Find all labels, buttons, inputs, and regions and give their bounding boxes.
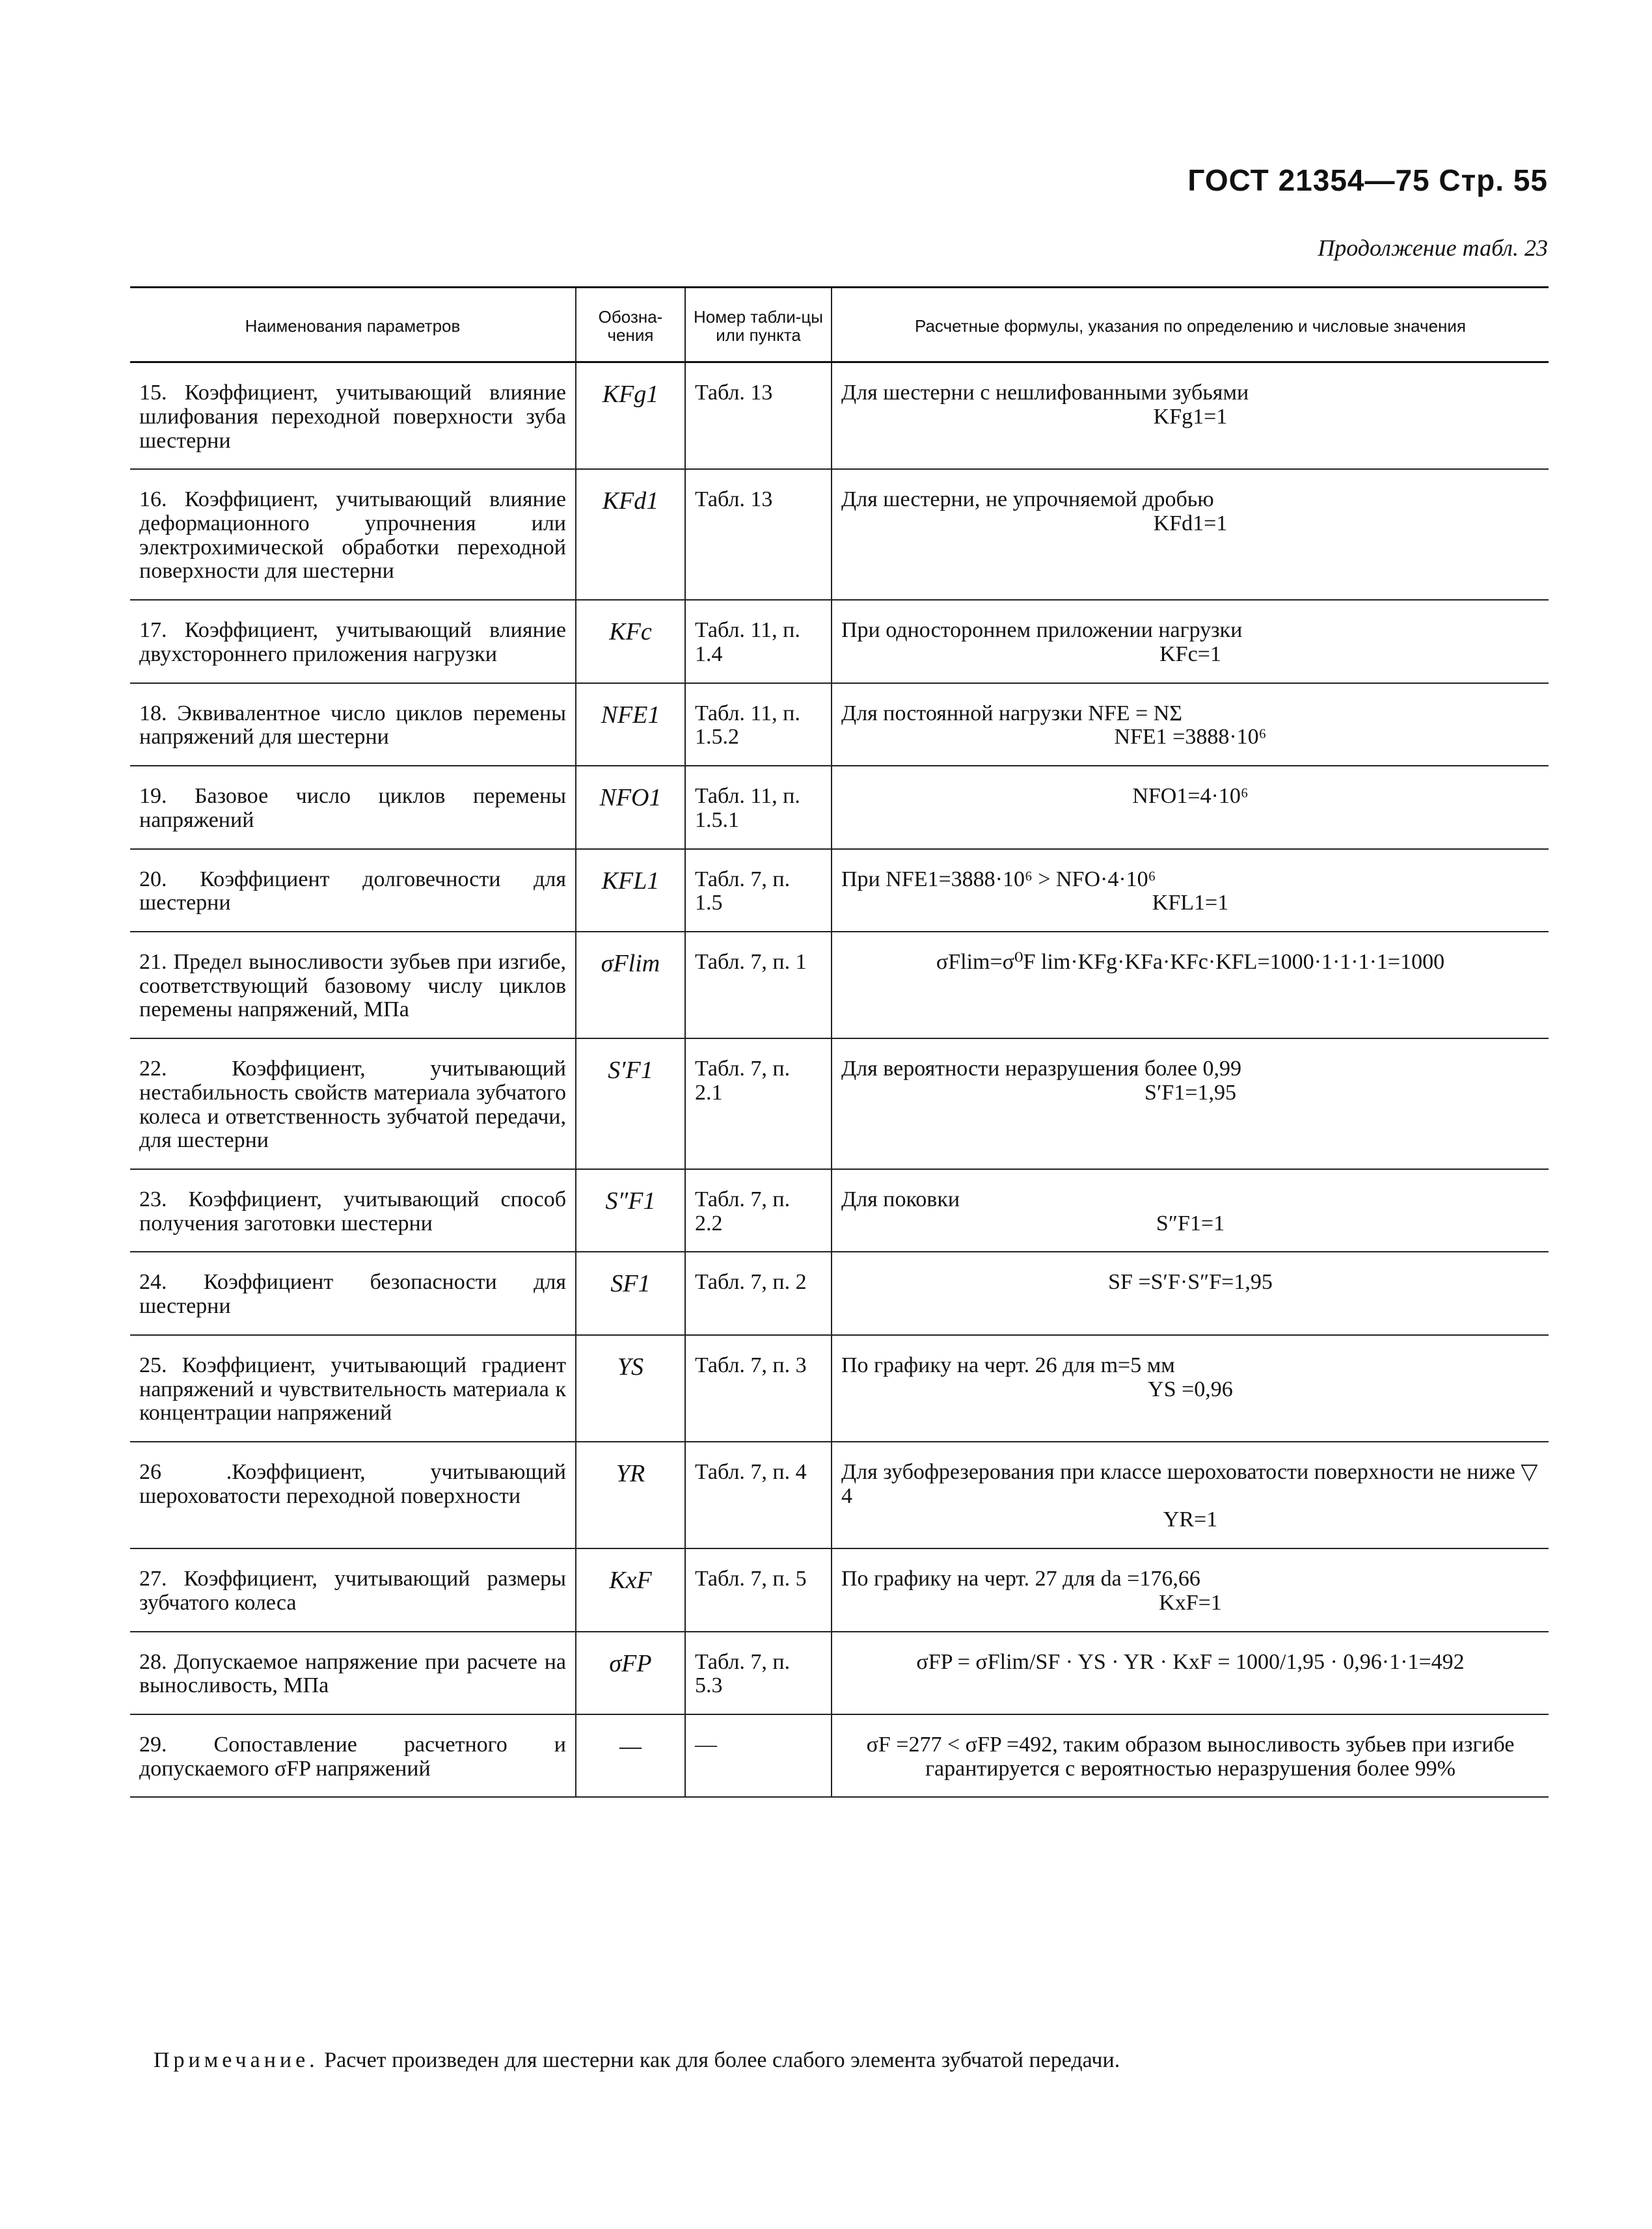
parameter-symbol: S′F1 — [576, 1038, 685, 1169]
table-reference: Табл. 7, п. 5 — [685, 1548, 832, 1631]
formula-line: При одностороннем приложении нагрузки — [841, 618, 1243, 643]
formula-line: σFP = σFlim/SF · YS · YR · KxF = 1000/1,95 · 0,96·1·1=492 — [916, 1649, 1465, 1674]
formula-cell — [832, 683, 1549, 766]
parameter-name: 28. Допускаемое напряжение при расчете на выносливость, МПа — [130, 1632, 576, 1714]
table-row — [130, 1632, 1549, 1714]
parameter-symbol: YS — [576, 1335, 685, 1442]
table-reference: Табл. 11, п. 1.5.2 — [685, 683, 832, 766]
page-header: ГОСТ 21354—75 Стр. 55 — [1187, 163, 1548, 197]
parameter-name: 24. Коэффициент безопасности для шестерни — [130, 1252, 576, 1334]
table-reference: Табл. 11, п. 1.5.1 — [685, 766, 832, 848]
formula-line: YS =0,96 — [1148, 1377, 1233, 1401]
table-row — [130, 766, 1549, 848]
table-row — [130, 1442, 1549, 1548]
column-header-formulas: Расчетные формулы, указания по определению и числовые значения — [832, 288, 1549, 362]
parameter-name: 21. Предел выносливости зубьев при изгибе, соответствующий базовому числу циклов перемены напряжений, МПа — [130, 932, 576, 1038]
table-reference: Табл. 7, п. 1 — [685, 932, 832, 1038]
parameter-symbol: KFd1 — [576, 469, 685, 600]
formula-line: Для зубофрезерования при классе шероховатости поверхности не ниже ▽ 4 — [841, 1460, 1538, 1508]
table-reference: Табл. 7, п. 2.1 — [685, 1038, 832, 1169]
formula-line: KFg1=1 — [1153, 404, 1228, 429]
table-row — [130, 1548, 1549, 1631]
formula-line: NFO1=4·10⁶ — [1132, 784, 1249, 809]
parameter-symbol: σFlim — [576, 932, 685, 1038]
parameter-symbol: NFE1 — [576, 683, 685, 766]
formula-line: Для вероятности неразрушения более 0,99 — [841, 1057, 1241, 1081]
formula-line: YR=1 — [1163, 1507, 1218, 1532]
footnote — [154, 2048, 1120, 2073]
parameter-name: 17. Коэффициент, учитывающий влияние двухстороннего приложения нагрузки — [130, 600, 576, 682]
table-header-row — [130, 288, 1549, 362]
formula-cell — [832, 849, 1549, 932]
formula-cell — [832, 1442, 1549, 1548]
parameter-symbol: YR — [576, 1442, 685, 1548]
parameter-name: 15. Коэффициент, учитывающий влияние шлифования переходной поверхности зуба шестерни — [130, 362, 576, 470]
column-header-reference: Номер табли-цы или пункта — [685, 288, 832, 362]
table-row — [130, 1335, 1549, 1442]
formula-cell — [832, 932, 1549, 1038]
formula-line: По графику на черт. 27 для da =176,66 — [841, 1567, 1200, 1591]
parameter-name: 20. Коэффициент долговечности для шестерни — [130, 849, 576, 932]
table-row — [130, 1714, 1549, 1797]
table-reference: Табл. 7, п. 2 — [685, 1252, 832, 1334]
formula-cell — [832, 1038, 1549, 1169]
table-row — [130, 932, 1549, 1038]
table-reference: Табл. 13 — [685, 362, 832, 470]
parameter-symbol: KFg1 — [576, 362, 685, 470]
parameter-name: 25. Коэффициент, учитывающий градиент напряжений и чувствительность материала к концентрации напряжений — [130, 1335, 576, 1442]
formula-line: NFE1 =3888·10⁶ — [1114, 725, 1267, 750]
parameter-name: 23. Коэффициент, учитывающий способ получения заготовки шестерни — [130, 1169, 576, 1252]
formula-line: Для постоянной нагрузки NFE = NΣ — [841, 701, 1183, 725]
table-reference: — — [685, 1714, 832, 1797]
formula-line: KxF=1 — [1159, 1590, 1222, 1615]
parameter-symbol: KxF — [576, 1548, 685, 1631]
formula-cell — [832, 469, 1549, 600]
table-reference: Табл. 7, п. 2.2 — [685, 1169, 832, 1252]
footnote-text: Расчет произведен для шестерни как для более слабого элемента зубчатой передачи. — [324, 2048, 1120, 2072]
parameter-symbol: σFP — [576, 1632, 685, 1714]
formula-cell — [832, 1714, 1549, 1797]
formula-cell — [832, 1169, 1549, 1252]
table-reference: Табл. 7, п. 4 — [685, 1442, 832, 1548]
parameter-name: 22. Коэффициент, учитывающий нестабильность свойств материала зубчатого колеса и ответственность зубчатой передачи, для шестерни — [130, 1038, 576, 1169]
formula-line: Для шестерни с нешлифованными зубьями — [841, 381, 1249, 405]
formula-cell — [832, 362, 1549, 470]
formula-line: Для поковки — [841, 1187, 960, 1211]
formula-cell — [832, 766, 1549, 848]
formula-line: KFd1=1 — [1153, 511, 1228, 536]
formula-line: σF =277 < σFP =492, таким образом выносливость зубьев при изгибе гарантируется с вероятностью неразрушения более 99% — [866, 1733, 1515, 1781]
formula-cell — [832, 600, 1549, 682]
formula-line: S′F1=1,95 — [1144, 1080, 1236, 1105]
table-row — [130, 1038, 1549, 1169]
column-header-names: Наименования параметров — [130, 288, 576, 362]
formula-line: KFL1=1 — [1152, 891, 1229, 915]
parameter-name: 16. Коэффициент, учитывающий влияние деформационного упрочнения или электрохимической обработки переходной поверхности для шестерни — [130, 469, 576, 600]
formula-cell — [832, 1335, 1549, 1442]
formula-line: SF =S′F·S″F=1,95 — [1108, 1270, 1273, 1295]
table-row — [130, 600, 1549, 682]
parameter-symbol: SF1 — [576, 1252, 685, 1334]
parameter-name: 18. Эквивалентное число циклов перемены напряжений для шестерни — [130, 683, 576, 766]
table-reference: Табл. 7, п. 3 — [685, 1335, 832, 1442]
table-row — [130, 849, 1549, 932]
parameter-symbol: NFO1 — [576, 766, 685, 848]
table-row — [130, 1169, 1549, 1252]
table-reference: Табл. 13 — [685, 469, 832, 600]
formula-line: По графику на черт. 26 для m=5 мм — [841, 1353, 1175, 1377]
table-reference: Табл. 7, п. 5.3 — [685, 1632, 832, 1714]
parameter-name: 29. Сопоставление расчетного и допускаемого σFP напряжений — [130, 1714, 576, 1797]
table-reference: Табл. 7, п. 1.5 — [685, 849, 832, 932]
formula-line: Для шестерни, не упрочняемой дробью — [841, 487, 1214, 512]
table-continuation-caption: Продолжение табл. 23 — [1318, 235, 1548, 261]
table-row — [130, 469, 1549, 600]
table-reference: Табл. 11, п. 1.4 — [685, 600, 832, 682]
parameter-name: 19. Базовое число циклов перемены напряжений — [130, 766, 576, 848]
table-row — [130, 362, 1549, 470]
table-row — [130, 683, 1549, 766]
parameter-name: 27. Коэффициент, учитывающий размеры зубчатого колеса — [130, 1548, 576, 1631]
formula-cell — [832, 1632, 1549, 1714]
formula-cell — [832, 1548, 1549, 1631]
parameters-table — [130, 286, 1549, 1798]
parameter-name: 26 .Коэффициент, учитывающий шероховатости переходной поверхности — [130, 1442, 576, 1548]
table-row — [130, 1252, 1549, 1334]
parameter-symbol: — — [576, 1714, 685, 1797]
formula-line: KFc=1 — [1159, 642, 1221, 666]
parameter-symbol: S″F1 — [576, 1169, 685, 1252]
formula-line: S″F1=1 — [1156, 1211, 1225, 1236]
column-header-symbols: Обозна-чения — [576, 288, 685, 362]
formula-cell — [832, 1252, 1549, 1334]
formula-line: При NFE1=3888·10⁶ > NFO·4·10⁶ — [841, 867, 1156, 891]
formula-line: σFlim=σ⁰F lim·KFg·KFa·KFc·KFL=1000·1·1·1·1=1000 — [936, 949, 1445, 974]
parameter-symbol: KFc — [576, 600, 685, 682]
footnote-label: Примечание. — [154, 2048, 319, 2072]
parameter-symbol: KFL1 — [576, 849, 685, 932]
